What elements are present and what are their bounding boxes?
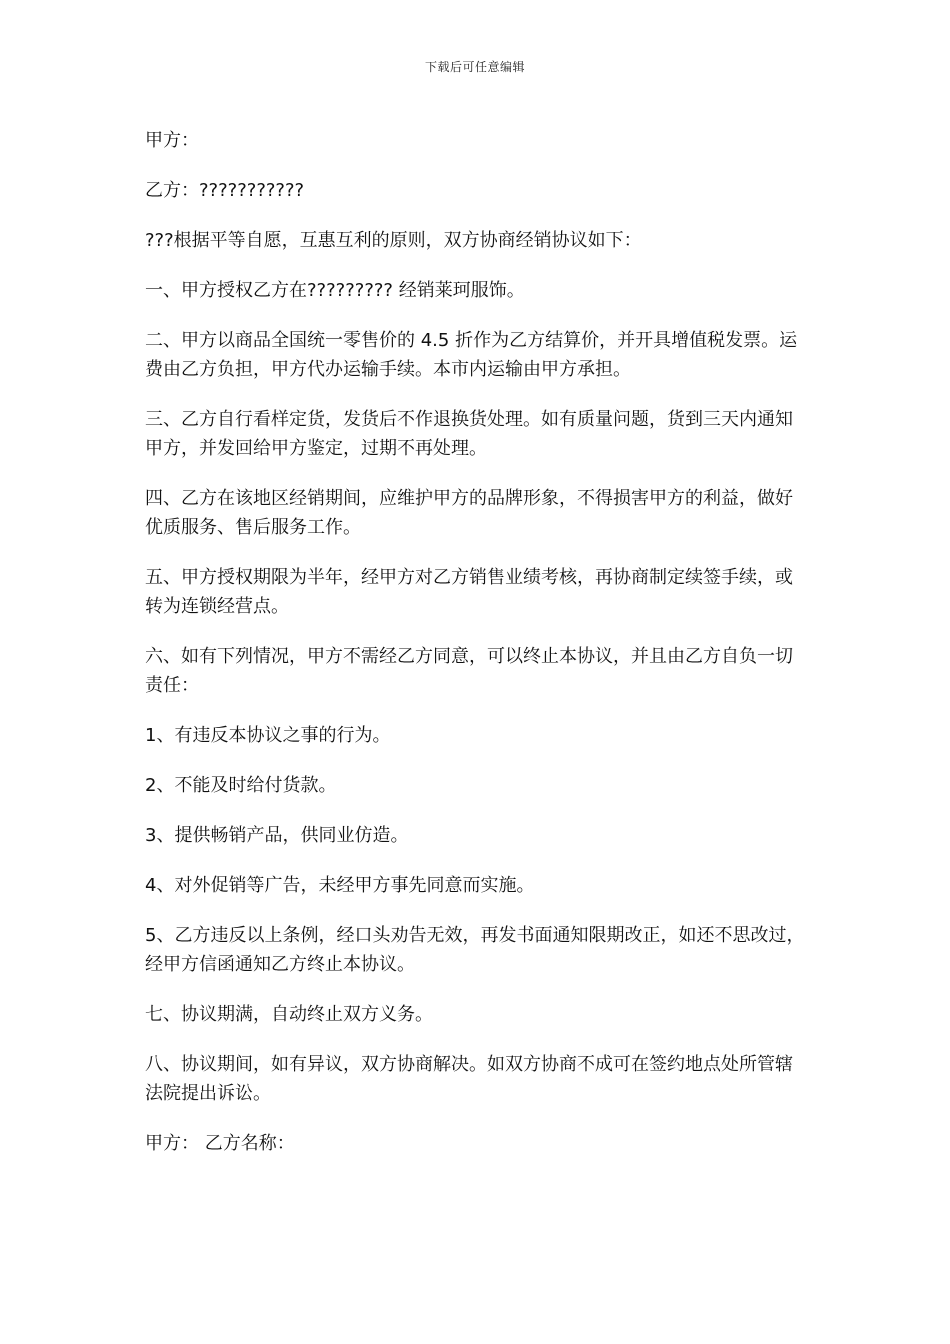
- clause-1: 一、甲方授权乙方在????????? 经销莱珂服饰。: [145, 280, 525, 301]
- document-body: [145, 126, 810, 1179]
- clause-6: 六、如有下列情况，甲方不需经乙方同意，可以终止本协议，并且由乙方自负一切责任：: [145, 646, 793, 696]
- clause-2: 二、甲方以商品全国统一零售价的 4.5 折作为乙方结算价，并开具增值税发票。运费由乙方负担，甲方代办运输手续。本市内运输由甲方承担。: [145, 330, 798, 380]
- clause-8: 八、协议期间，如有异议，双方协商解决。如双方协商不成可在签约地点处所管辖法院提出诉讼。: [145, 1054, 793, 1104]
- clause-5: 五、甲方授权期限为半年，经甲方对乙方销售业绩考核，再协商制定续签手续，或转为连锁经营点。: [145, 567, 793, 617]
- signature-line: 甲方： 乙方名称：: [145, 1133, 295, 1154]
- page-header: 下载后可任意编辑: [424, 60, 525, 74]
- clause-6-item-5: 5、乙方违反以上条例，经口头劝告无效，再发书面通知限期改正，如还不思改过，经甲方信函通知乙方终止本协议。: [145, 925, 805, 975]
- clause-7: 七、协议期满，自动终止双方义务。: [145, 1004, 433, 1025]
- clause-6-item-2: 2、不能及时给付货款。: [145, 775, 337, 796]
- party-b-line: 乙方：???????????: [145, 180, 305, 201]
- preamble: ???根据平等自愿，互惠互利的原则，双方协商经销协议如下：: [145, 230, 642, 251]
- clause-3: 三、乙方自行看样定货，发货后不作退换货处理。如有质量问题，货到三天内通知甲方，并发回给甲方鉴定，过期不再处理。: [145, 409, 793, 459]
- clause-6-item-3: 3、提供畅销产品，供同业仿造。: [145, 825, 409, 846]
- clause-4: 四、乙方在该地区经销期间，应维护甲方的品牌形象，不得损害甲方的利益，做好优质服务、售后服务工作。: [145, 488, 793, 538]
- party-a-line: 甲方：: [145, 130, 199, 151]
- clause-6-item-1: 1、有违反本协议之事的行为。: [145, 725, 391, 746]
- clause-6-item-4: 4、对外促销等广告，未经甲方事先同意而实施。: [145, 875, 535, 896]
